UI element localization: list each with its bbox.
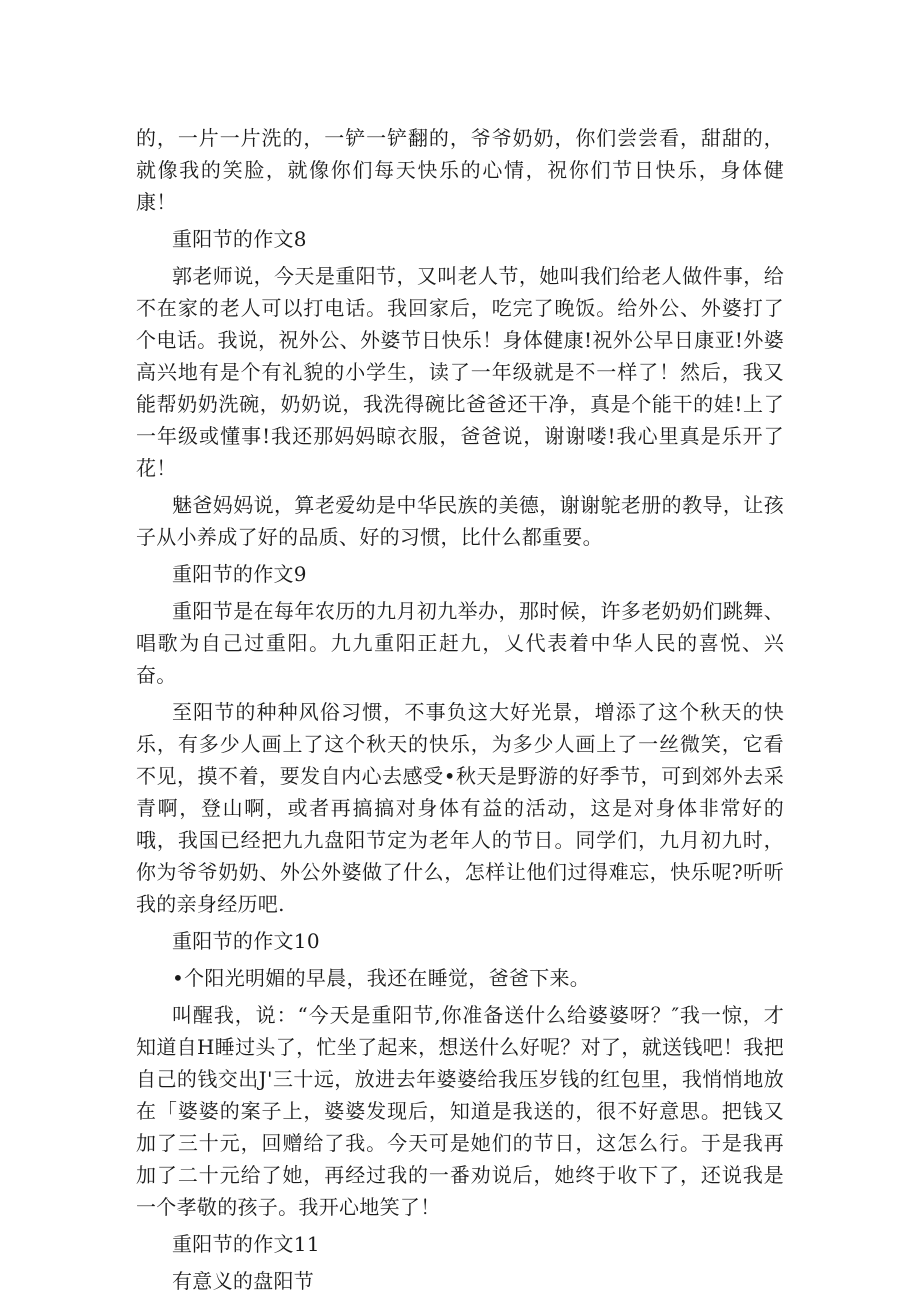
section-heading-8: 重阳节的作文8 [172, 227, 307, 251]
paragraph: 郭老师说，今天是重阳节，又叫老人节，她叫我们给老人做件事，给不在家的老人可以打电话。我回家后，吃完了晚饭。给外公、外婆打了个电话。我说，祝外公、外婆节日快乐！身体健康!祝外公早日康亚!外婆高兴地有是个有礼貌的小学生，读了一年级就是不一样了！然后，我又能帮奶奶洗碗，奶奶说，我洗得碗比爸爸还干净，真是个能干的娃!上了一年级或懂事!我还那妈妈晾衣服，爸爸说，谢谢喽!我心里真是乐开了花！ [136, 264, 784, 480]
paragraph: 至阳节的种种风俗习惯，不事负这大好光景，增添了这个秋天的快乐，有多少人画上了这个秋天的快乐，为多少人画上了一丝微笑，它看不见，摸不着，要发自内心去感受•秋天是野游的好季节，可到郊外去采青啊，登山啊，或者再搞搞对身体有益的活动，这是对身体非常好的哦，我国已经把九九盘阳节定为老年人的节日。同学们，九月初九时，你为爷爷奶奶、外公外婆做了什么，怎样让他们过得难忘，快乐呢?听听我的亲身经历吧. [136, 700, 784, 916]
section-heading-10: 重阳节的作文10 [172, 929, 320, 953]
document-body [136, 122, 784, 1302]
paragraph: 重阳节是在每年农历的九月初九举办，那时候，许多老奶奶们跳舞、唱歌为自己过重阳。九九重阳正赶九，乂代表着中华人民的喜悦、兴奋。 [136, 599, 784, 687]
section-heading-11: 重阳节的作文11 [172, 1232, 320, 1256]
paragraph: •个阳光明媚的早晨，我还在睡觉，爸爸下来。 [172, 966, 591, 990]
paragraph: 有意义的盘阳节 [172, 1269, 315, 1293]
paragraph: 叫醒我，说：“今天是重阳节,你准备送什么给婆婆呀？″我一惊，才知道自H睡过头了，忙坐了起来，想送什么好呢？对了，就送钱吧！我把自己的钱交出J'三十远，放进去年婆婆给我压岁钱的红包里，我悄悄地放在「婆婆的案子上，婆婆发现后，知道是我送的，很不好意思。把钱又加了三十元，回赠给了我。今天可是她们的节日，这怎么行。于是我再加了二十元给了她，再经过我的一番劝说后，她终于收下了，还说我是一个孝敬的孩子。我开心地笑了！ [136, 1003, 784, 1219]
paragraph: 魅爸妈妈说，算老爱幼是中华民族的美德，谢谢鸵老册的教导，让孩子从小养成了好的品质、好的习惯，比什么都重要。 [136, 493, 784, 549]
section-heading-9: 重阳节的作文9 [172, 562, 307, 586]
paragraph-continued: 的，一片一片洗的，一铲一铲翻的，爷爷奶奶，你们尝尝看，甜甜的，就像我的笑脸，就像你们每天快乐的心情，祝你们节日快乐，身体健康！ [136, 126, 784, 214]
